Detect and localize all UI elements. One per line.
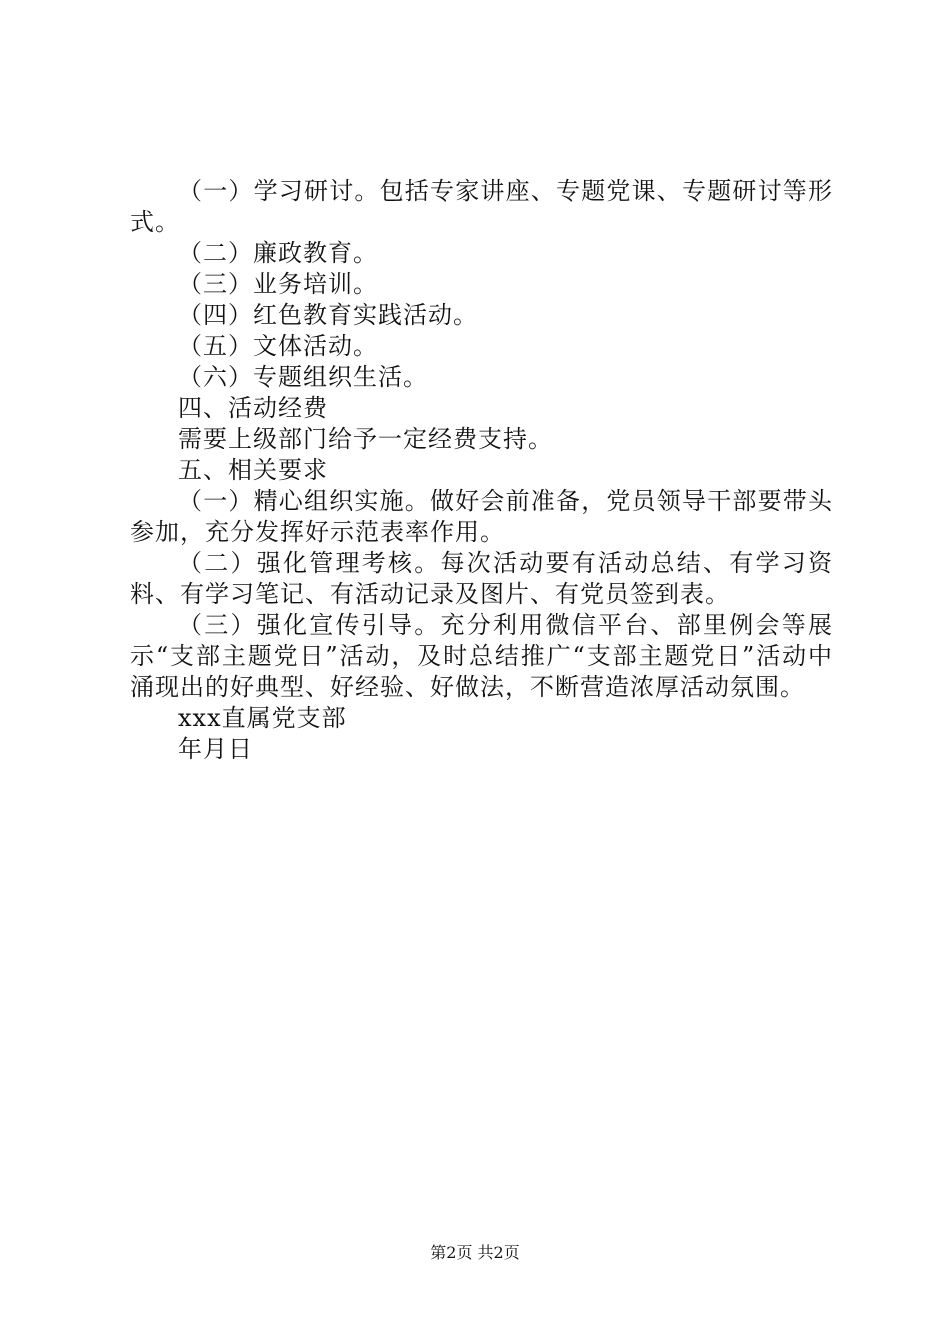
paragraph-careful-organization: （一）精心组织实施。做好会前准备，党员领导干部要带头参加，充分发挥好示范表率作用。 [130,487,833,546]
page-number-footer: 第2页 共2页 [430,1243,520,1262]
signature-party-branch: xxx直属党支部 [178,704,347,732]
paragraph-funding-support: 需要上级部门给予一定经费支持。 [178,425,553,453]
section-heading-funding: 四、活动经费 [178,394,328,422]
paragraph-red-education-practice: （四）红色教育实践活动。 [178,301,478,329]
paragraph-culture-sports: （五）文体活动。 [178,332,378,360]
paragraph-organizational-life: （六）专题组织生活。 [178,363,428,391]
paragraph-integrity-education: （二）廉政教育。 [178,239,378,267]
paragraph-business-training: （三）业务培训。 [178,270,378,298]
document-body [130,176,833,765]
section-heading-requirements: 五、相关要求 [178,456,328,484]
paragraph-study-discussion: （一）学习研讨。包括专家讲座、专题党课、专题研讨等形式。 [130,177,833,236]
paragraph-management-assessment: （二）强化管理考核。每次活动要有活动总结、有学习资料、有学习笔记、有活动记录及图片、有党员签到表。 [130,549,833,608]
paragraph-publicity-guidance: （三）强化宣传引导。充分利用微信平台、部里例会等展示“支部主题党日”活动，及时总结推广“支部主题党日”活动中涌现出的好典型、好经验、好做法，不断营造浓厚活动氛围。 [130,611,833,701]
signature-date: 年月日 [178,735,253,763]
